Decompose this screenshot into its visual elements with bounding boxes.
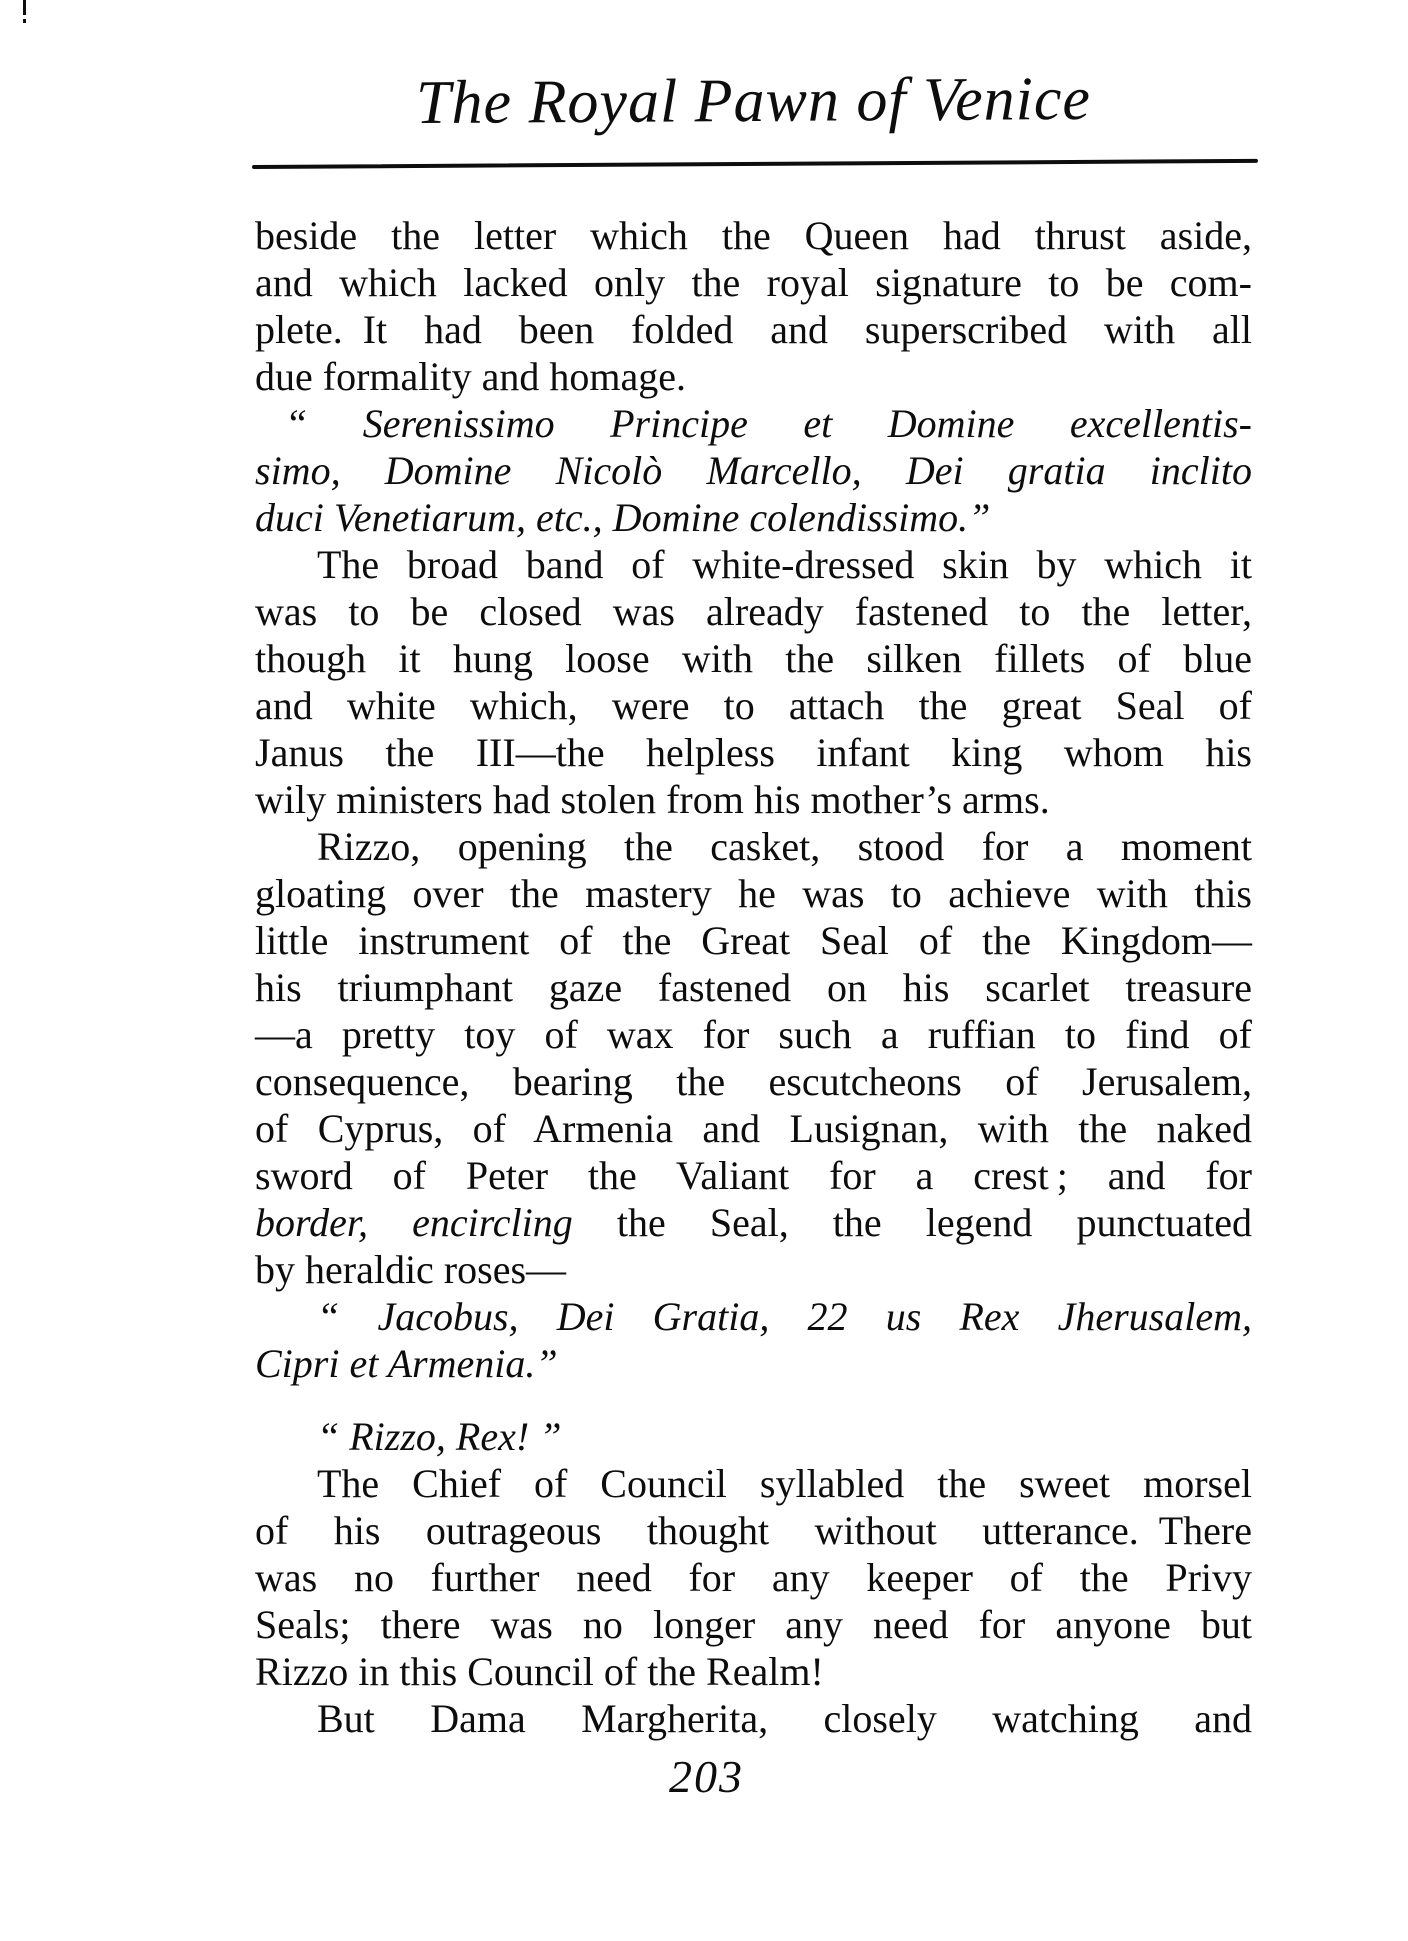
text-line <box>255 1199 1252 1246</box>
text-line <box>255 635 1252 682</box>
text-line <box>255 776 1252 823</box>
paragraph <box>255 1293 1252 1387</box>
paragraph <box>255 1695 1252 1742</box>
header-rule <box>252 159 1258 169</box>
text-line <box>255 494 1252 541</box>
paragraph <box>255 1413 1252 1460</box>
text-segment: by heraldic roses— <box>255 1247 567 1292</box>
scan-artifact-stroke <box>23 0 26 15</box>
text-line <box>255 823 1252 870</box>
text-segment: beside the letter which the Queen had thrust aside, <box>255 213 1252 258</box>
paragraph <box>255 823 1252 1293</box>
text-line <box>255 1058 1252 1105</box>
text-segment: gloating over the mastery he was to achieve with this <box>255 871 1252 916</box>
text-line <box>255 1554 1252 1601</box>
text-segment: of his outrageous thought without utterance. There <box>255 1508 1252 1553</box>
text-line <box>255 729 1252 776</box>
text-segment: was to be closed was already fastened to the letter, <box>255 589 1252 634</box>
text-segment: “ Jacobus, Dei Gratia, 22 us Rex Jherusalem, <box>317 1294 1252 1339</box>
text-line <box>255 870 1252 917</box>
text-line <box>255 400 1252 447</box>
text-segment: The broad band of white-dressed skin by which it <box>317 542 1252 587</box>
text-segment: “ Rizzo, Rex! ” <box>317 1414 562 1459</box>
text-segment: plete. It had been folded and superscribed with all <box>255 307 1252 352</box>
italic-text-segment: border, encircling <box>255 1200 573 1245</box>
text-segment: and white which, were to attach the great Seal of <box>255 683 1252 728</box>
text-line <box>255 212 1252 259</box>
text-segment: of Cyprus, of Armenia and Lusignan, with the naked <box>255 1106 1252 1151</box>
text-block <box>255 212 1252 1742</box>
text-segment: simo, Domine Nicolò Marcello, Dei gratia inclito <box>255 448 1252 493</box>
text-segment: due formality and homage. <box>255 354 686 399</box>
text-segment: —a pretty toy of wax for such a ruffian to find of <box>255 1012 1252 1057</box>
paragraph <box>255 400 1252 541</box>
running-head-title: The Royal Pawn of Venice <box>415 64 1092 138</box>
text-segment: Janus the III—the helpless infant king whom his <box>255 730 1252 775</box>
text-segment: consequence, bearing the escutcheons of Jerusalem, <box>255 1059 1252 1104</box>
text-line <box>255 1507 1252 1554</box>
text-line <box>255 1695 1252 1742</box>
text-segment: duci Venetiarum, etc., Domine colendissimo.” <box>255 495 991 540</box>
text-line <box>255 447 1252 494</box>
paragraph <box>255 212 1252 400</box>
paragraph <box>255 541 1252 823</box>
text-segment: was no further need for any keeper of the Privy <box>255 1555 1252 1600</box>
text-segment: wily ministers had stolen from his mother’s arms. <box>255 777 1050 822</box>
scan-artifact-dot <box>23 19 26 23</box>
text-line <box>255 353 1252 400</box>
text-segment: Cipri et Armenia.” <box>255 1341 558 1386</box>
text-line <box>255 1648 1252 1695</box>
text-line <box>255 1105 1252 1152</box>
text-segment: Seals; there was no longer any need for anyone but <box>255 1602 1252 1647</box>
text-line <box>255 259 1252 306</box>
text-segment: the Seal, the legend punctuated <box>572 1200 1252 1245</box>
text-line <box>255 1340 1252 1387</box>
text-line <box>255 1246 1252 1293</box>
text-line <box>255 964 1252 1011</box>
text-segment: little instrument of the Great Seal of the Kingdom— <box>255 918 1252 963</box>
text-segment: and which lacked only the royal signature to be com- <box>255 260 1252 305</box>
text-segment: his triumphant gaze fastened on his scarlet treasure <box>255 965 1252 1010</box>
text-segment: Rizzo in this Council of the Realm! <box>255 1649 824 1694</box>
text-segment: “ Serenissimo Principe et Domine excellentis- <box>285 401 1252 446</box>
text-line <box>255 1460 1252 1507</box>
paragraph <box>255 1460 1252 1695</box>
text-line <box>255 306 1252 353</box>
page-number: 203 <box>669 1751 744 1802</box>
text-line <box>255 588 1252 635</box>
text-line <box>255 682 1252 729</box>
text-line <box>255 1293 1252 1340</box>
text-segment: The Chief of Council syllabled the sweet morsel <box>317 1461 1252 1506</box>
text-line <box>255 1413 1252 1460</box>
text-line <box>255 1152 1252 1199</box>
text-segment: though it hung loose with the silken fillets of blue <box>255 636 1252 681</box>
text-segment: But Dama Margherita, closely watching and <box>317 1696 1252 1741</box>
text-line <box>255 541 1252 588</box>
text-line <box>255 1011 1252 1058</box>
text-segment: sword of Peter the Valiant for a crest ; and for <box>255 1153 1252 1198</box>
text-segment: Rizzo, opening the casket, stood for a moment <box>317 824 1252 869</box>
text-line <box>255 917 1252 964</box>
text-line <box>255 1601 1252 1648</box>
